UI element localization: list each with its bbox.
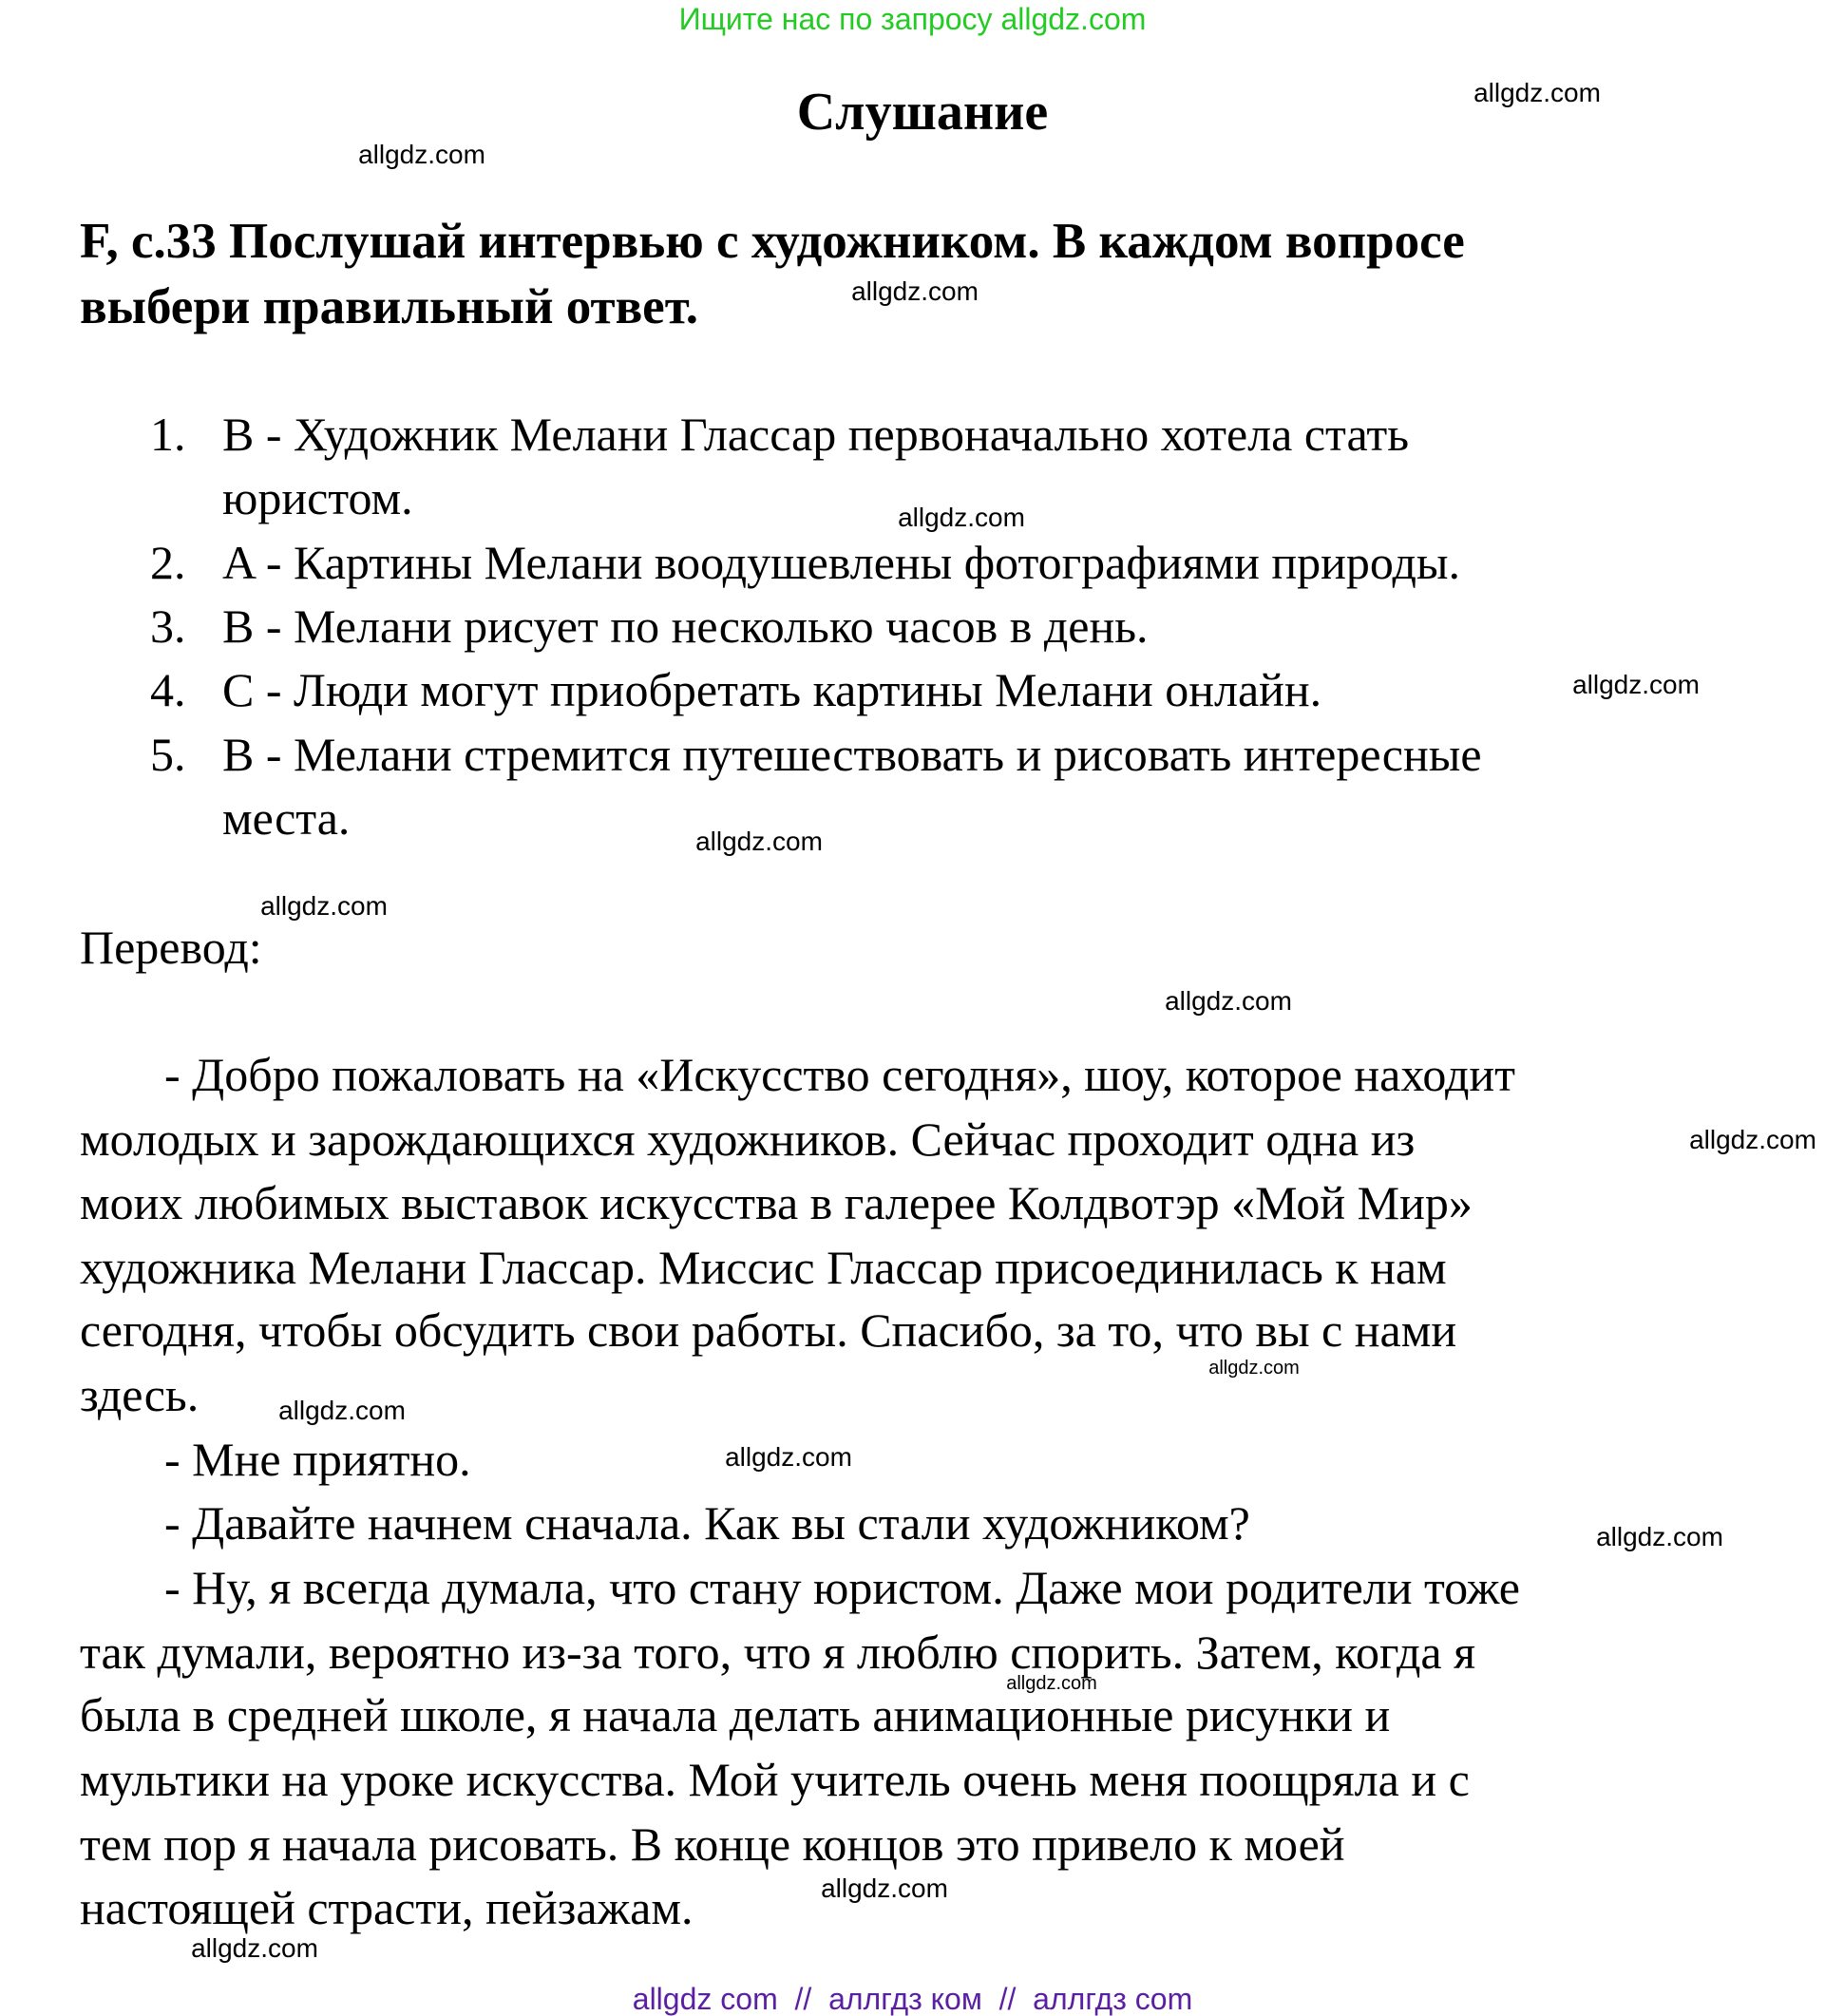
watermark: allgdz.com [821,1873,948,1903]
task-heading-line-2: выбери правильный ответ. [80,279,699,334]
watermark: allgdz.com [278,1396,406,1425]
translation-line: молодых и зарождающихся художников. Сейчас проходит одна из [80,1113,1416,1166]
watermark: allgdz.com [1006,1673,1097,1694]
translation-line: моих любимых выставок искусства в галерее Колдвотэр «Мой Мир» [80,1176,1473,1229]
watermark: allgdz.com [898,503,1025,532]
watermark: allgdz.com [1208,1358,1300,1379]
watermark: allgdz.com [260,891,388,921]
translation-line: - Ну, я всегда думала, что стану юристом. Даже мои родители тоже [164,1561,1521,1614]
answer-text: места. [222,791,351,845]
answer-number: 2. [150,536,186,589]
answer-text: B - Мелани рисует по несколько часов в день. [222,599,1149,653]
watermark: allgdz.com [1165,986,1292,1016]
page-title: Слушание [796,83,1049,142]
answer-number: 5. [150,728,186,781]
watermark: allgdz.com [1689,1125,1816,1154]
answer-number: 3. [150,599,186,653]
watermark: allgdz.com [1572,670,1700,699]
watermark: allgdz.com [191,1933,318,1963]
translation-line: тем пор я начала рисовать. В конце концов это привело к моей [80,1817,1345,1871]
watermark: allgdz.com [358,140,485,169]
translation-line: здесь. [80,1368,200,1421]
watermark: allgdz.com [851,276,979,306]
translation-line: так думали, вероятно из-за того, что я люблю спорить. Затем, когда я [80,1626,1476,1679]
translation-line: - Давайте начнем сначала. Как вы стали художником? [164,1496,1250,1550]
search-banner: Ищите нас по запросу allgdz.com [678,2,1147,36]
translation-label: Перевод: [80,921,262,974]
answer-text: юристом. [222,471,413,524]
watermark: allgdz.com [1473,78,1601,107]
answer-number: 1. [150,408,186,461]
watermark: allgdz.com [1596,1522,1723,1551]
answer-text: C - Люди могут приобретать картины Мелани онлайн. [222,663,1322,716]
translation-line: - Мне приятно. [164,1433,471,1486]
translation-line: - Добро пожаловать на «Искусство сегодня», шоу, которое находит [164,1048,1516,1101]
translation-line: настоящей страсти, пейзажам. [80,1881,694,1934]
answer-text: B - Художник Мелани Глассар первоначально хотела стать [222,408,1410,461]
translation-line: сегодня, чтобы обсудить свои работы. Спасибо, за то, что вы с нами [80,1303,1457,1357]
answer-text: B - Мелани стремится путешествовать и рисовать интересные [222,728,1482,781]
watermark: allgdz.com [725,1442,852,1472]
answer-text: A - Картины Мелани воодушевлены фотографиями природы. [222,536,1461,589]
answer-number: 4. [150,663,186,716]
watermark: allgdz.com [695,827,823,856]
task-heading-line-1: F, с.33 Послушай интервью с художником. В каждом вопросе [80,214,1465,269]
translation-line: была в средней школе, я начала делать анимационные рисунки и [80,1688,1391,1741]
translation-line: художника Мелани Глассар. Миссис Глассар присоединилась к нам [80,1241,1447,1294]
footer-banner: allgdz com // аллгдз ком // аллгдз com [632,1982,1193,2016]
translation-line: мультики на уроке искусства. Мой учитель очень меня поощряла и с [80,1753,1470,1806]
